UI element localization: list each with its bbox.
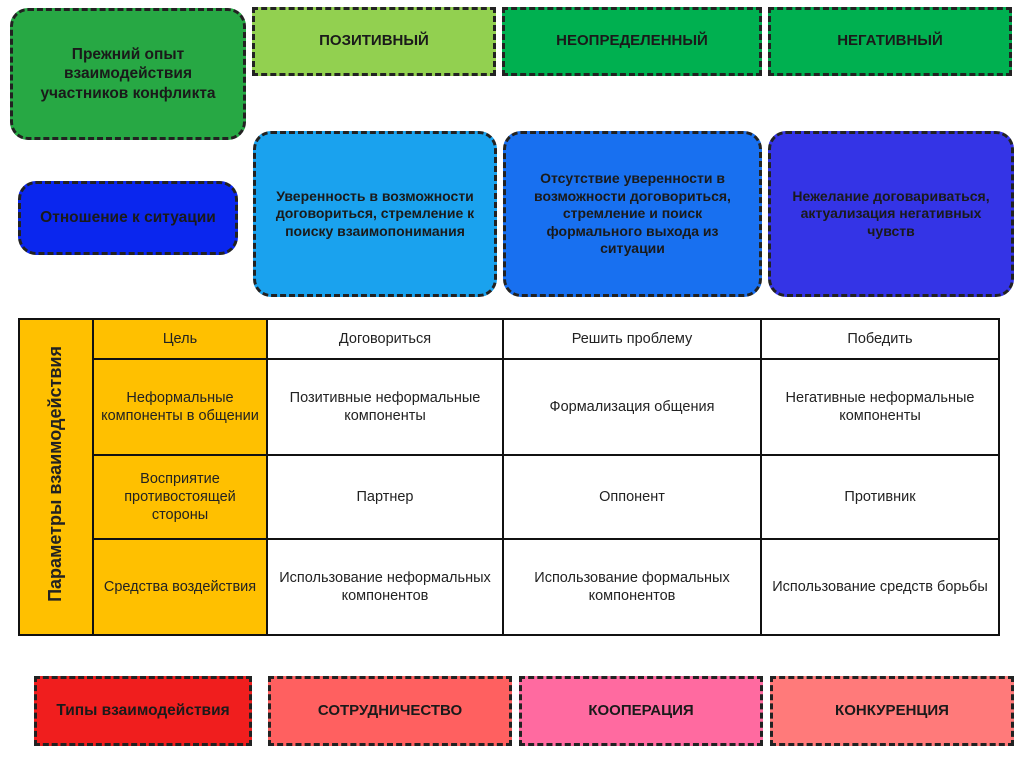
row-label-goal: Цель — [93, 319, 267, 359]
params-side-label — [19, 319, 93, 635]
header-uncertain — [502, 7, 762, 76]
row-label-informal: Неформальные компоненты в общении — [93, 359, 267, 455]
type-collaboration-text: КООПЕРАЦИЯ — [588, 701, 694, 719]
header-positive — [252, 7, 496, 76]
cell-perception-uncertain: Оппонент — [503, 455, 761, 539]
table-row — [19, 359, 999, 455]
type-cooperation-text: СОТРУДНИЧЕСТВО — [317, 701, 463, 719]
row-label-means: Средства воздействия — [93, 539, 267, 635]
attitude-negative — [768, 131, 1014, 297]
cell-perception-positive: Партнер — [267, 455, 503, 539]
cell-informal-positive: Позитивные неформальные компоненты — [267, 359, 503, 455]
cell-means-positive: Использование неформальных компонентов — [267, 539, 503, 635]
type-cooperation — [268, 676, 512, 746]
cell-informal-uncertain: Формализация общения — [503, 359, 761, 455]
type-collaboration — [519, 676, 763, 746]
attitude-uncertain-text: Отсутствие уверенности в возможности договориться, стремление и поиск формального выхода из ситуации — [534, 170, 731, 257]
interaction-types-label — [34, 676, 252, 746]
params-side-label-text: Параметры взаимодействия — [45, 346, 66, 603]
cell-goal-positive: Договориться — [267, 319, 503, 359]
cell-informal-negative: Негативные неформальные компоненты — [761, 359, 999, 455]
interaction-types-label-text: Типы взаимодействия — [56, 702, 230, 720]
attitude-negative-text: Нежелание договариваться, актуализация негативных чувств — [792, 187, 990, 239]
cell-means-negative: Использование средств борьбы — [761, 539, 999, 635]
header-negative — [768, 7, 1012, 76]
table-row — [19, 319, 999, 359]
prior-experience-text: Прежний опыт взаимодействия участников конфликта — [40, 45, 216, 102]
row-label-perception: Восприятие противостоящей стороны — [93, 455, 267, 539]
header-uncertain-text: НЕОПРЕДЕЛЕННЫЙ — [556, 32, 708, 50]
cell-goal-negative: Победить — [761, 319, 999, 359]
table-row — [19, 455, 999, 539]
attitude-positive-text: Уверенность в возможности договориться, стремление к поиску взаимопонимания — [275, 187, 475, 239]
attitude-label — [18, 181, 238, 255]
header-positive-text: ПОЗИТИВНЫЙ — [319, 32, 429, 50]
attitude-uncertain — [503, 131, 762, 297]
cell-perception-negative: Противник — [761, 455, 999, 539]
cell-goal-uncertain: Решить проблему — [503, 319, 761, 359]
attitude-label-text: Отношение к ситуации — [40, 209, 216, 227]
table-row — [19, 539, 999, 635]
interaction-parameters-table — [18, 318, 1000, 636]
cell-means-uncertain: Использование формальных компонентов — [503, 539, 761, 635]
prior-experience-label — [10, 8, 246, 140]
type-competition-text: КОНКУРЕНЦИЯ — [835, 701, 949, 719]
attitude-positive — [253, 131, 497, 297]
type-competition — [770, 676, 1014, 746]
header-negative-text: НЕГАТИВНЫЙ — [837, 32, 943, 50]
